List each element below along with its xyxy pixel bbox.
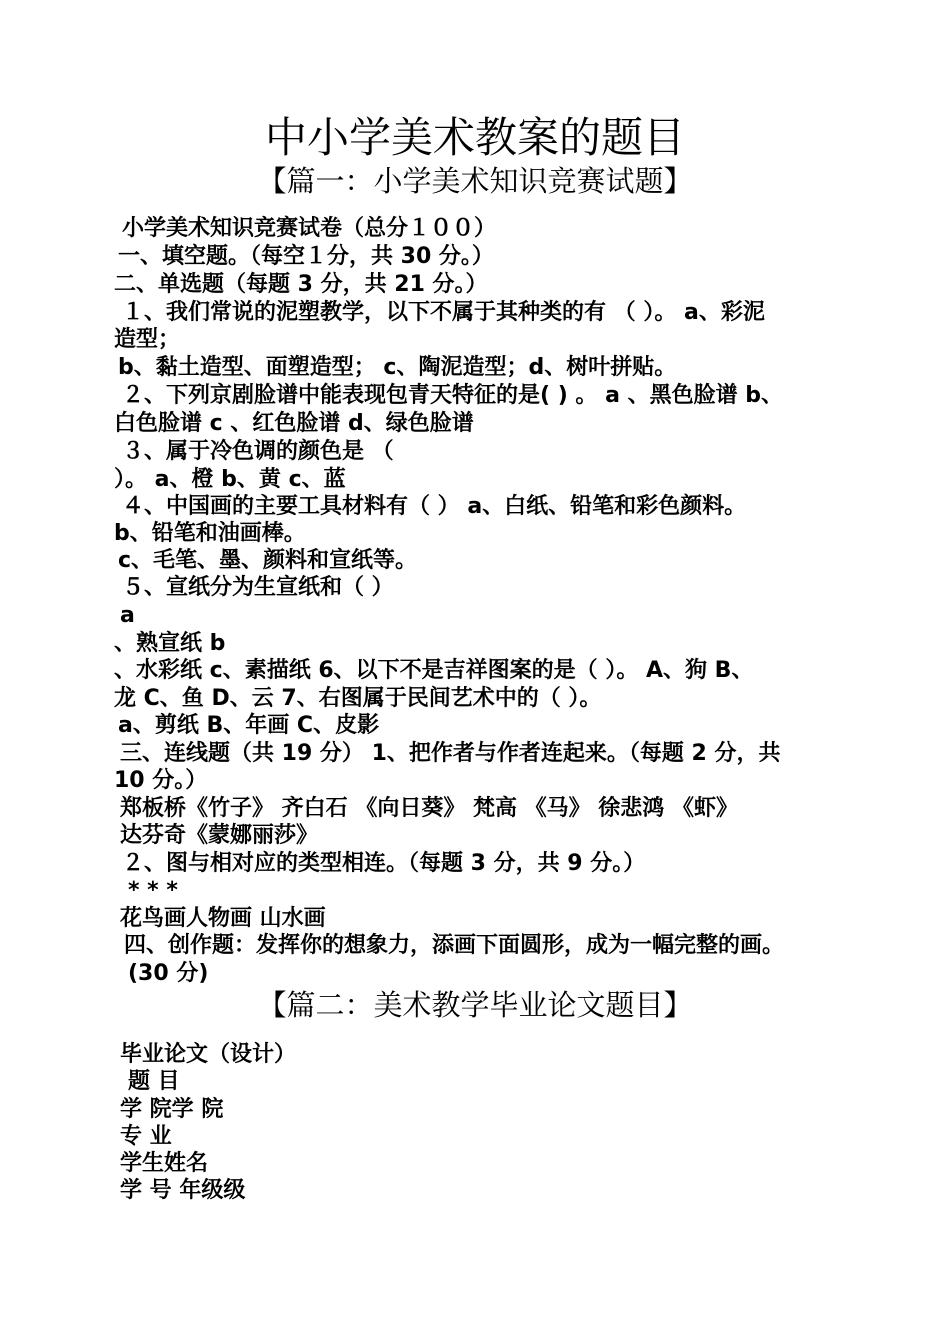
exam-title-line: 小学美术知识竞赛试卷（总分１００） (122, 216, 497, 241)
text-line: ５、宣纸分为生宣纸和（ ） (122, 575, 394, 600)
text-line: 四、创作题：发挥你的想象力，添画下面圆形，成为一幅完整的画。 (124, 933, 785, 958)
text-line: * * * (128, 878, 178, 903)
text-line: 专 业 (120, 1124, 172, 1149)
text-line: 二、单选题（每题 3 分，共 21 分。） (114, 272, 488, 297)
text-line: 学生姓名 (120, 1151, 209, 1176)
text-line: (30 分) (128, 961, 209, 986)
text-line: 花鸟画人物画 山水画 (120, 906, 326, 931)
text-line: １、我们常说的泥塑教学，以下不属于其种类的有 （ ）。 a、彩泥 (122, 300, 765, 325)
text-line: 龙 C、鱼 D、云 7、右图属于民间艺术中的（ ）。 (114, 686, 602, 711)
text-line: ３、属于冷色调的颜色是 （ (122, 439, 394, 464)
text-line: 毕业论文（设计） (120, 1042, 297, 1067)
text-line: a (120, 603, 135, 628)
text-line: 题 目 (128, 1069, 180, 1094)
text-line: 学 院学 院 (120, 1097, 224, 1122)
text-line: 郑板桥《竹子》 齐白石 《向日葵》 梵高 《马》 徐悲鸿 《虾》 (120, 796, 738, 821)
document-title: 中小学美术教案的题目 (264, 113, 685, 162)
section-2-title: 【篇二：美术教学毕业论文题目】 (257, 988, 693, 1022)
text-line: ２、图与相对应的类型相连。（每题 3 分，共 9 分。） (122, 851, 646, 876)
text-line: ４、中国画的主要工具材料有（ ） a、白纸、铅笔和彩色颜料。 (122, 494, 747, 519)
text-line: 、水彩纸 c、素描纸 6、以下不是吉祥图案的是（ ）。 A、狗 B、 (114, 658, 754, 683)
text-line: 造型； (114, 327, 181, 352)
text-line: b、铅笔和油画棒。 (114, 521, 306, 546)
text-line: 一、填空题。（每空１分，共 30 分。） (118, 244, 494, 269)
text-line: 白色脸谱 c 、红色脸谱 d、绿色脸谱 (114, 411, 474, 436)
text-line: b、黏土造型、面塑造型； c、陶泥造型；d、树叶拼贴。 (118, 355, 677, 380)
text-line: 10 分。） (114, 768, 208, 793)
text-line: 、熟宣纸 b (114, 631, 226, 656)
text-line: 学 号 年级级 (120, 1178, 246, 1203)
text-line: 三、连线题（共 19 分） 1、把作者与作者连起来。（每题 2 分，共 (120, 741, 781, 766)
text-line: ）。 a、橙 b、黄 c、蓝 (114, 467, 346, 492)
section-1-title: 【篇一：小学美术知识竞赛试题】 (257, 164, 693, 198)
text-line: 达芬奇《蒙娜丽莎》 (120, 823, 319, 848)
text-line: a、剪纸 B、年画 C、皮影 (118, 713, 380, 738)
text-line: ２、下列京剧脸谱中能表现包青天特征的是( ) 。 a 、黑色脸谱 b、 (122, 383, 784, 408)
text-line: c、毛笔、墨、颜料和宣纸等。 (118, 548, 418, 573)
